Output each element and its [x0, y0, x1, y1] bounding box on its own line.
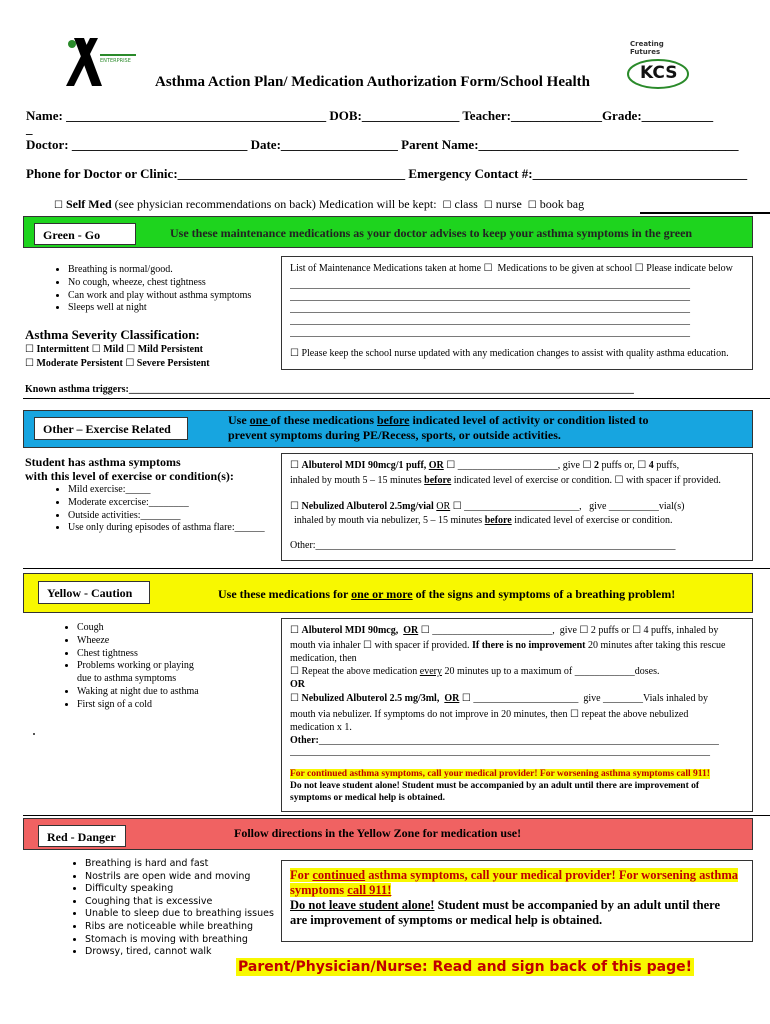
list-item: • Nostrils are open wide and moving — [85, 871, 290, 884]
list-item: • Breathing is normal/good. — [68, 264, 283, 277]
green-zone-banner-text: Use these maintenance medications as your doctor advises to keep your asthma symptoms in the green — [170, 226, 693, 240]
exercise-albuterol-line-1: ☐ Albuterol MDI 90mcg/1 puff, OR ☐ ____________________, give ☐ 2 puffs or, ☐ 4 puffs, — [290, 460, 680, 471]
list-item: • Can work and play without asthma symptoms — [68, 290, 283, 303]
two-puffs-checkbox[interactable]: ☐ — [582, 460, 592, 471]
intermittent-checkbox[interactable]: ☐ — [25, 344, 34, 355]
red-warning-box — [281, 860, 753, 942]
list-item: • Drowsy, tired, cannot walk — [85, 946, 290, 959]
red-banner-text: Follow directions in the Yellow Zone for medication use! — [234, 826, 522, 840]
list-item: • Stomach is moving with breathing — [85, 934, 290, 947]
moderate-persistent-checkbox[interactable]: ☐ — [25, 358, 34, 369]
yellow-albuterol-or-checkbox[interactable]: ☐ — [420, 625, 430, 636]
red-symptoms-list — [40, 858, 290, 959]
green-zone-tag: Green - Go — [34, 223, 136, 245]
home-meds-checkbox[interactable]: ☐ — [483, 263, 493, 274]
exercise-albuterol-checkbox[interactable]: ☐ — [290, 460, 299, 471]
mild-label: Mild — [103, 344, 124, 355]
exercise-albuterol-or-checkbox[interactable]: ☐ — [446, 460, 456, 471]
mild-checkbox[interactable]: ☐ — [91, 344, 101, 355]
exercise-med-box — [281, 453, 753, 561]
four-puffs-checkbox[interactable]: ☐ — [637, 460, 647, 471]
list-item: • Difficulty speaking — [85, 883, 290, 896]
med-line[interactable]: ________________________________________________________________________________ — [290, 315, 690, 326]
indicate-below-label: Please indicate below — [646, 263, 733, 274]
section-divider — [23, 815, 770, 816]
exercise-conditions-list — [23, 484, 283, 535]
self-med-row — [54, 197, 584, 212]
exercise-spacer-checkbox[interactable]: ☐ — [614, 475, 624, 486]
list-item: • Ribs are noticeable while breathing — [85, 921, 290, 934]
page-title: Asthma Action Plan/ Medication Authorization Form/School Health — [155, 74, 590, 90]
yellow-repeat-line: ☐ Repeat the above medication every 20 minutes up to a maximum of ____________doses. — [290, 666, 660, 677]
yellow-other-field-2[interactable]: ____________________________________________________________________________________ — [290, 746, 710, 757]
yellow-albuterol-line-1: ☐ Albuterol MDI 90mcg, OR ☐ ________________________, give ☐ 2 puffs or ☐ 4 puffs, inhaled by — [290, 625, 719, 636]
nurse-update-checkbox[interactable]: ☐ — [290, 348, 299, 359]
list-item[interactable]: • Outside activities:________ — [68, 510, 283, 523]
student-exercise-title: Student has asthma symptoms with this level of exercise or condition(s): — [25, 455, 234, 483]
list-item: • Breathing is hard and fast — [85, 858, 290, 871]
self-med-text: (see physician recommendations on back) Medication will be kept: — [114, 197, 437, 211]
med-line[interactable]: ________________________________________________________________________________ — [290, 279, 690, 290]
red-zone-tag: Red - Danger — [38, 825, 126, 847]
intermittent-label: Intermittent — [36, 344, 90, 355]
yellow-warning: For continued asthma symptoms, call your medical provider! For worsening asthma symptoms call 911! Do not leave student alone! Student must be accompanied by an adult until there are improvement of symptoms or medical help is obtained. — [290, 769, 710, 803]
mild-persistent-label: Mild Persistent — [137, 344, 203, 355]
yellow-or-label: OR — [290, 679, 305, 690]
list-item: • No cough, wheeze, chest tightness — [68, 277, 283, 290]
med-line[interactable]: ________________________________________________________________________________ — [290, 327, 690, 338]
list-item: • Chest tightness — [77, 648, 282, 661]
list-item: • Problems working or playing — [77, 660, 282, 673]
yellow-spacer-checkbox[interactable]: ☐ — [363, 640, 373, 651]
section-divider — [23, 398, 770, 399]
section-divider — [23, 568, 770, 569]
keep-bookbag-label: book bag — [539, 197, 585, 211]
yellow-nebulizer-checkbox[interactable]: ☐ — [290, 693, 299, 704]
list-item: • First sign of a cold — [77, 699, 282, 712]
field-row-doctor[interactable]: Doctor: ___________________________ Date:__________________ Parent Name:________________________________________ — [26, 137, 739, 152]
severity-title: Asthma Severity Classification: — [25, 327, 200, 342]
severity-row-2 — [25, 358, 210, 369]
med-line[interactable]: ________________________________________________________________________________ — [290, 303, 690, 314]
keep-bookbag-checkbox[interactable]: ☐ — [527, 200, 537, 211]
list-item[interactable]: • Use only during episodes of asthma flare:______ — [68, 522, 283, 535]
kcs-logo — [624, 38, 692, 90]
yellow-repeat-checkbox[interactable]: ☐ — [290, 666, 299, 677]
moderate-persistent-label: Moderate Persistent — [36, 358, 123, 369]
red-warning-text: For continued asthma symptoms, call your medical provider! For worsening asthma symptoms call 911! Do not leave student alone! Student must be accompanied by an adult until there are improvement of symptoms or medical help is obtained. — [290, 868, 739, 927]
yellow-four-puffs-checkbox[interactable]: ☐ — [632, 625, 642, 636]
keep-class-checkbox[interactable]: ☐ — [442, 200, 452, 211]
exercise-other-field[interactable]: Other:________________________________________________________________________ — [290, 540, 676, 551]
yellow-banner-text: Use these medications for one or more of the signs and symptoms of a breathing problem! — [218, 587, 676, 601]
home-meds-label: List of Maintenance Medications taken at home — [290, 263, 482, 274]
dot-mark — [33, 733, 35, 735]
yellow-two-puffs-checkbox[interactable]: ☐ — [579, 625, 589, 636]
mild-persistent-checkbox[interactable]: ☐ — [126, 344, 136, 355]
known-triggers-field[interactable]: Known asthma triggers:_____________________________________________________________________________________________________ — [25, 384, 634, 395]
yellow-nebulizer-line-2: mouth via nebulizer. If symptoms do not improve in 20 minutes, then ☐ repeat the above nebulized — [290, 709, 689, 720]
maintenance-med-box — [281, 256, 753, 370]
maintenance-box-header — [290, 263, 733, 274]
yellow-albuterol-line-2: mouth via inhaler ☐ with spacer if provided. If there is no improvement 20 minutes after taking this rescue — [290, 640, 726, 651]
field-row-name-wrap: _ — [26, 121, 33, 136]
severe-persistent-checkbox[interactable]: ☐ — [125, 358, 135, 369]
footer-sign-notice: Parent/Physician/Nurse: Read and sign back of this page! — [238, 959, 692, 975]
school-meds-label: Medications to be given at school — [497, 263, 633, 274]
list-item: • Waking at night due to asthma — [77, 686, 282, 699]
exercise-banner-text: Use one of these medications before indicated level of activity or condition listed to prevent symptoms during PE/Recess, sports, or outside activities. — [228, 413, 649, 442]
field-row-phone[interactable]: Phone for Doctor or Clinic:___________________________________ Emergency Contact #:_________________________________ — [26, 166, 748, 181]
exercise-nebulizer-line-2: inhaled by mouth via nebulizer, 5 – 15 minutes before indicated level of exercise or condition. — [294, 515, 673, 526]
nurse-update-text: Please keep the school nurse updated with any medication changes to assist with quality asthma education. — [301, 348, 729, 359]
keep-nurse-label: nurse — [495, 197, 522, 211]
yellow-zone-tag: Yellow - Caution — [38, 581, 150, 604]
list-item: • Unable to sleep due to breathing issues — [85, 908, 290, 921]
self-med-divider — [640, 212, 770, 214]
yellow-nebulizer-line-3: medication x 1. — [290, 722, 352, 733]
list-item: • Cough — [77, 622, 282, 635]
yellow-symptoms-list — [32, 622, 282, 712]
nurse-update-note — [290, 348, 729, 359]
district-logo-left — [60, 36, 140, 88]
severity-row-1 — [25, 344, 203, 355]
field-row-name[interactable]: Name: ________________________________________ DOB:_______________ Teacher:______________Grade:___________ — [26, 108, 714, 123]
keep-class-label: class — [454, 197, 478, 211]
yellow-albuterol-line-3: medication, then — [290, 653, 357, 664]
yellow-other-field[interactable]: Other:________________________________________________________________________________ — [290, 735, 719, 746]
self-med-checkbox[interactable]: ☐ — [54, 200, 63, 211]
severe-persistent-label: Severe Persistent — [136, 358, 210, 369]
list-item[interactable]: • Moderate excercise:________ — [68, 497, 283, 510]
yellow-nebulizer-or-checkbox[interactable]: ☐ — [461, 693, 471, 704]
list-item: • Sleeps well at night — [68, 302, 283, 315]
list-item: • Wheeze — [77, 635, 282, 648]
exercise-zone-tag: Other – Exercise Related — [34, 417, 188, 440]
list-item: • Coughing that is excessive — [85, 896, 290, 909]
yellow-nebulizer-repeat-checkbox[interactable]: ☐ — [569, 709, 579, 720]
school-meds-checkbox[interactable]: ☐ — [634, 263, 644, 274]
list-item: due to asthma symptoms — [77, 673, 177, 685]
green-symptoms-list — [23, 264, 283, 315]
yellow-nebulizer-line-1: ☐ Nebulized Albuterol 2.5 mg/3ml, OR ☐ _____________________ give ________Vials inhaled by — [290, 693, 708, 704]
keep-nurse-checkbox[interactable]: ☐ — [483, 200, 493, 211]
list-item[interactable]: • Mild exercise:_____ — [68, 484, 283, 497]
exercise-nebulizer-or-checkbox[interactable]: ☐ — [452, 501, 462, 512]
kcs-logo-main: KCS — [640, 63, 678, 83]
district-logo-text: ENTERPRISE — [100, 58, 131, 64]
yellow-med-box — [281, 618, 753, 812]
med-line[interactable]: ________________________________________________________________________________ — [290, 291, 690, 302]
exercise-nebulizer-line-1: ☐ Nebulized Albuterol 2.5mg/vial OR ☐ _______________________, give __________vial(s) — [290, 501, 685, 512]
exercise-nebulizer-checkbox[interactable]: ☐ — [290, 501, 299, 512]
self-med-label: Self Med — [65, 197, 112, 211]
kcs-logo-tagline: Creating Futures — [630, 40, 664, 56]
yellow-albuterol-checkbox[interactable]: ☐ — [290, 625, 299, 636]
exercise-albuterol-line-2: inhaled by mouth 5 – 15 minutes before indicated level of exercise or condition. ☐ with spacer if provided. — [290, 475, 721, 486]
